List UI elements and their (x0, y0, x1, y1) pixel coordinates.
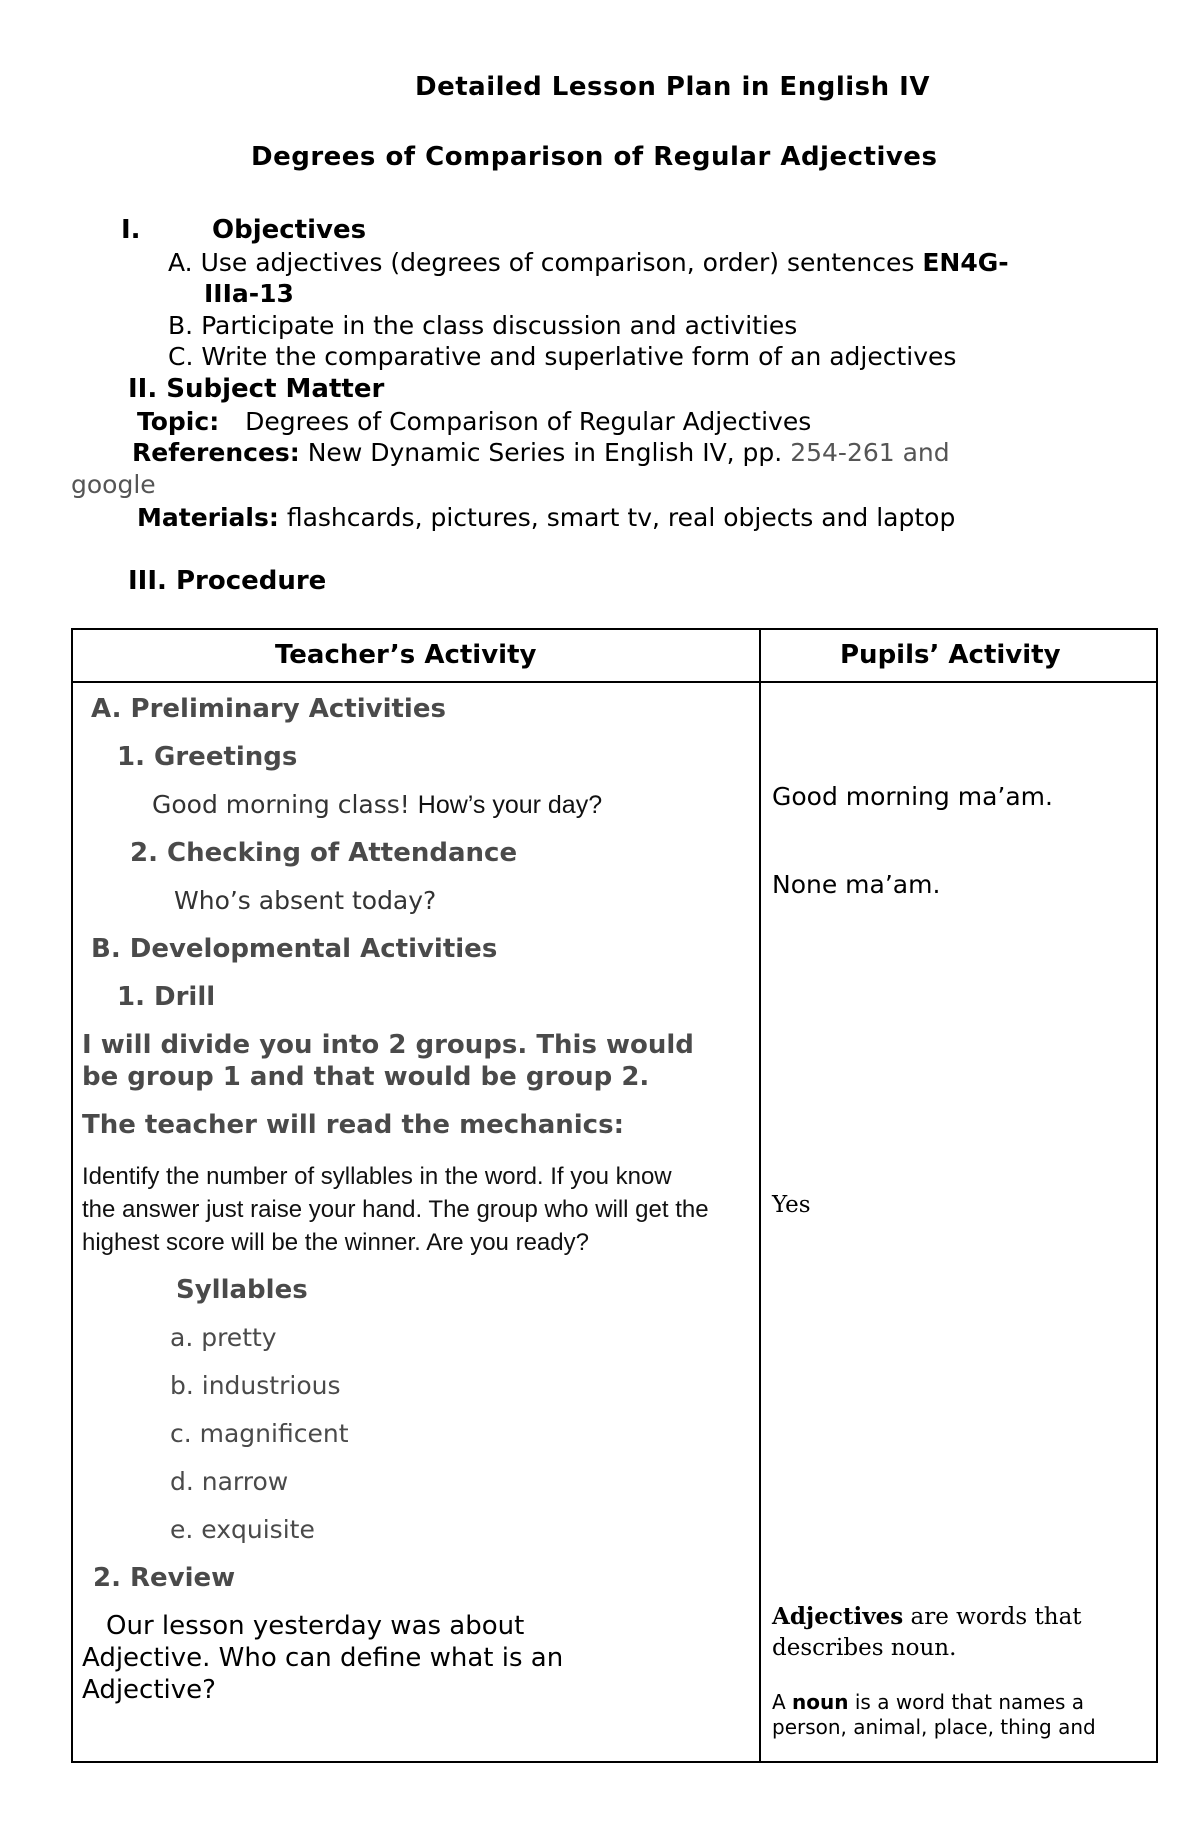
objective-c (168, 342, 956, 371)
subject-matter-heading: II. Subject Matter (128, 374, 385, 404)
topic-label: Topic: (137, 407, 220, 436)
objectives-heading: Objectives (212, 215, 367, 245)
table-header-pupils: Pupils’ Activity (840, 640, 1061, 670)
objective-a-letter: A. (168, 248, 193, 277)
greetings-heading: 1. Greetings (117, 742, 298, 772)
developmental-heading: B. Developmental Activities (91, 934, 498, 964)
objective-b-letter: B. (168, 311, 194, 340)
greet-reply: Good morning ma’am. (772, 782, 1053, 811)
prelim-heading: A. Preliminary Activities (91, 694, 446, 724)
syllable-word: e. exquisite (170, 1515, 315, 1544)
adjective-definition-rest: are words that (910, 1604, 1082, 1630)
greetings-text-2: How’s your day? (417, 791, 603, 819)
procedure-heading: III. Procedure (128, 566, 327, 596)
objective-c-text: Write the comparative and superlative form of an adjectives (201, 342, 957, 371)
materials-line (137, 503, 955, 532)
page-subtitle: Degrees of Comparison of Regular Adjectives (251, 142, 938, 172)
greetings-text (152, 790, 602, 820)
syllable-word: b. industrious (170, 1371, 341, 1400)
table-header-teacher: Teacher’s Activity (275, 640, 537, 670)
review-heading: 2. Review (93, 1563, 236, 1593)
adjective-term: Adjectives (772, 1603, 904, 1630)
objective-a-text: Use adjectives (degrees of comparison, order) sentences (200, 248, 915, 277)
objective-a (168, 248, 1009, 277)
noun-article: A (772, 1690, 786, 1714)
objective-b-text: Participate in the class discussion and activities (201, 311, 798, 340)
attendance-heading: 2. Checking of Attendance (130, 838, 518, 868)
review-line-3: Adjective? (82, 1675, 216, 1705)
divide-line-2: be group 1 and that would be group 2. (82, 1062, 650, 1092)
noun-term: noun (792, 1690, 849, 1714)
noun-definition-line-1 (772, 1690, 1084, 1714)
materials-label: Materials: (137, 503, 279, 532)
identify-line-1: Identify the number of syllables in the word. If you know (82, 1163, 672, 1190)
drill-heading: 1. Drill (117, 982, 216, 1012)
objective-c-letter: C. (168, 342, 194, 371)
objectives-numeral: I. (121, 215, 141, 245)
objective-b (168, 311, 797, 340)
syllable-word: c. magnificent (170, 1419, 349, 1448)
references-line (132, 438, 950, 467)
review-line-2: Adjective. Who can define what is an (82, 1643, 564, 1673)
references-pages: 254-261 and (790, 438, 950, 467)
syllables-heading: Syllables (176, 1275, 308, 1305)
absent-reply: None ma’am. (772, 870, 941, 899)
references-cont: google (71, 470, 156, 499)
absent-question: Who’s absent today? (174, 886, 437, 915)
syllable-word: d. narrow (170, 1467, 289, 1496)
ready-reply: Yes (772, 1192, 811, 1218)
page-title: Detailed Lesson Plan in English IV (415, 72, 930, 102)
topic-line (137, 407, 811, 436)
identify-line-3: highest score will be the winner. Are you ready? (82, 1229, 589, 1256)
references-label: References: (132, 438, 300, 467)
topic-value: Degrees of Comparison of Regular Adjectives (245, 407, 812, 436)
identify-line-2: the answer just raise your hand. The group who will get the (82, 1196, 709, 1223)
syllable-word: a. pretty (170, 1323, 277, 1352)
review-line-1: Our lesson yesterday was about (106, 1611, 525, 1641)
objective-a-code: EN4G- (922, 248, 1009, 277)
references-value: New Dynamic Series in English IV, pp. (307, 438, 783, 467)
mechanics-heading: The teacher will read the mechanics: (82, 1110, 624, 1140)
divide-line-1: I will divide you into 2 groups. This would (82, 1030, 694, 1060)
greetings-text-1: Good morning class! (152, 790, 410, 819)
noun-definition-rest: is a word that names a (854, 1690, 1085, 1714)
table-column-divider (759, 628, 761, 1763)
materials-value: flashcards, pictures, smart tv, real objects and laptop (286, 503, 956, 532)
noun-definition-line-2: person, animal, place, thing and (772, 1715, 1096, 1739)
table-header-rule (71, 681, 1158, 683)
adjective-definition-line-1 (772, 1603, 1082, 1630)
adjective-definition-line-2: describes noun. (772, 1635, 957, 1661)
objective-a-code-cont: IIIa-13 (204, 279, 294, 308)
